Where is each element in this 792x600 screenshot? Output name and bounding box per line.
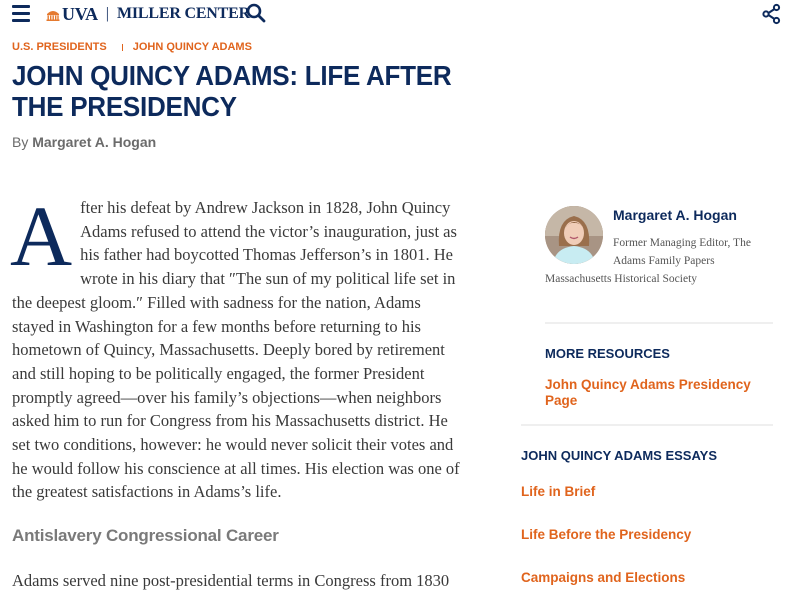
essay-link-life-before-presidency[interactable]: Life Before the Presidency — [521, 527, 692, 542]
byline-prefix: By — [12, 134, 29, 150]
article-body — [10, 188, 460, 504]
sidebar-divider — [521, 424, 773, 426]
author-name[interactable]: Margaret A. Hogan — [613, 207, 737, 223]
site-logo[interactable] — [46, 3, 250, 25]
rotunda-icon — [46, 8, 60, 21]
hamburger-menu-icon[interactable] — [12, 5, 30, 21]
sidebar-divider — [545, 322, 773, 324]
section-heading: Antislavery Congressional Career — [12, 526, 279, 545]
logo-uva-text: UVA — [62, 3, 98, 24]
author-avatar — [545, 206, 603, 264]
byline-author-link[interactable]: Margaret A. Hogan — [32, 134, 157, 150]
logo-separator: | — [105, 5, 109, 22]
author-role: Former Managing Editor, The Adams Family Papers — [613, 237, 751, 267]
essays-heading: JOHN QUINCY ADAMS ESSAYS — [521, 448, 718, 463]
essay-link-life-in-brief[interactable]: Life in Brief — [521, 484, 596, 499]
share-icon[interactable] — [761, 3, 783, 25]
page-title: JOHN QUINCY ADAMS: LIFE AFTER THE PRESIDENCY — [12, 60, 452, 122]
breadcrumb-separator — [122, 44, 123, 51]
byline — [12, 134, 156, 150]
breadcrumb-us-presidents[interactable]: U.S. PRESIDENTS — [12, 41, 107, 53]
top-navigation-bar — [0, 0, 792, 28]
article-paragraph: fter his defeat by Andrew Jackson in 1828, John Quincy Adams refused to attend the victor’s inauguration, just as his father had boycotted Thomas Jefferson’s in 1801. He wrote in his diary that ″The sun of my political life set in the deepest gloom.″ Filled with sadness for the nation, Adams stayed in Washington for a few months before returning to his hometown of Quincy, Massachusetts. Deeply bored by retirement and still hoping to be politically engaged, the former President promptly agreed—over his family’s objections—when neighbors asked him to run for Congress from his Massachusetts district. He set two conditions, however: he would never solicit their votes and he would follow his conscience at all times. His election was one of the greatest satisfactions in Adams’s life. — [12, 198, 460, 502]
article-paragraph: Adams served nine post-presidential terms in Congress from 1830 — [12, 571, 450, 590]
author-organization: Massachusetts Historical Society — [545, 273, 698, 285]
breadcrumb-john-quincy-adams[interactable]: JOHN QUINCY ADAMS — [132, 41, 252, 53]
essay-link-campaigns-elections[interactable]: Campaigns and Elections — [521, 570, 686, 585]
logo-miller-center-text: MILLER CENTER — [116, 5, 250, 22]
drop-cap: A — [10, 188, 73, 284]
breadcrumb — [12, 41, 252, 53]
more-resources-heading: MORE RESOURCES — [545, 346, 670, 361]
search-icon[interactable] — [246, 3, 266, 23]
presidency-page-link[interactable]: John Quincy Adams Presidency Page — [545, 377, 751, 408]
